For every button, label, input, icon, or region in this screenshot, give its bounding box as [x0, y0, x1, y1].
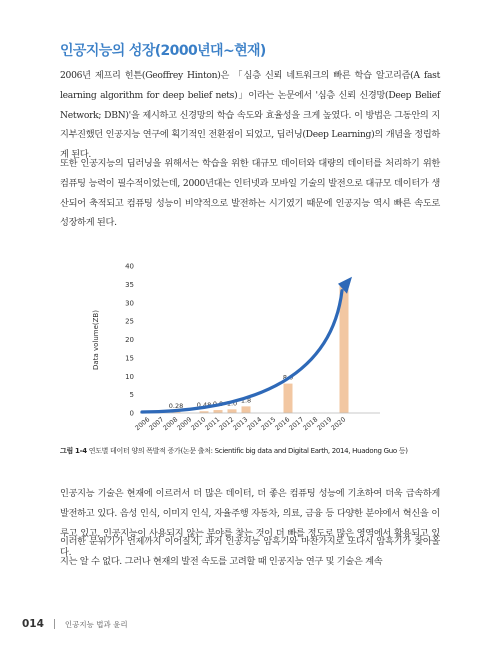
x-tick-label: 2016 — [273, 415, 292, 433]
figure-caption — [60, 446, 408, 456]
x-tick-label: 2018 — [301, 415, 320, 433]
x-tick-label: 2015 — [259, 415, 278, 433]
y-axis — [125, 263, 134, 418]
trend-arrow-line — [142, 291, 342, 412]
bar — [242, 406, 251, 413]
x-tick-label: 2009 — [175, 415, 194, 433]
x-tick-label: 2019 — [315, 415, 334, 433]
page-number: 014 — [22, 618, 44, 630]
data-label: 0.28 — [168, 401, 184, 410]
x-tick-label: 2012 — [217, 415, 236, 433]
data-volume-chart — [88, 250, 388, 440]
figure-caption-label: 그림 1-4 — [60, 447, 87, 455]
data-label: 0.8 — [212, 400, 224, 409]
paragraph-deep-belief-network: 2006년 제프리 힌튼(Geoffrey Hinton)은 「심층 신뢰 네트워크의 빠른 학습 알고리즘(A fast learning algorithm for deep belief nets)」이라는 논문에서 '심층 신뢰 신경망(Deep Belief Network; DBN)'을 제시하고 신경망의 학습 속도와 효율성을 크게 높였다. 이 방법은 그동안의 지지부진했던 인공지능 연구에 획기적인 전환점이 되었고, 딥러닝(Deep Learning)의 개념을 정립하게 된다. — [60, 70, 440, 161]
data-label: 1.8 — [240, 396, 252, 405]
y-tick-label: 20 — [125, 336, 134, 344]
paragraph-future-ai: 이러한 분위기가 언제까지 이어질지, 과거 인공지능 암흑기와 마찬가지로 또다시 암흑기가 찾아올지는 알 수 없다. 그러나 현재의 발전 속도를 고려할 때 인공지능 연구 및 기술은 계속 — [60, 536, 440, 567]
data-label: 8.0 — [282, 373, 294, 382]
bar — [214, 410, 223, 413]
data-label: 0.48 — [196, 401, 212, 410]
y-tick-label: 0 — [129, 409, 134, 418]
paragraph-big-data-computing: 또한 인공지능의 딥러닝을 위해서는 학습을 위한 대규모 데이터와 대량의 데이터를 처리하기 위한 컴퓨팅 능력이 필수적이었는데, 2000년대는 인터넷과 모바일 기술의 발전으로 대규모 데이터가 생산되어 축적되고 컴퓨팅 성능이 비약적으로 발전하는 시기였기 때문에 인공지능 역시 빠른 속도로 성장하게 된다. — [60, 158, 440, 229]
bar — [284, 384, 293, 413]
y-axis-label: Data volume(ZB) — [92, 310, 100, 370]
data-label: 1.0 — [226, 399, 238, 408]
x-tick-label: 2014 — [245, 415, 264, 433]
y-tick-label: 15 — [125, 354, 134, 363]
x-tick-label: 2006 — [133, 415, 152, 433]
y-tick-label: 30 — [125, 299, 134, 308]
x-tick-label: 2020 — [329, 415, 348, 433]
x-tick-label: 2013 — [231, 415, 250, 433]
figure-caption-text: 연도별 데이터 양의 폭발적 증가(논문 출처: Scientific big data and Digital Earth, 2014, Huadong Guo 등) — [88, 447, 408, 455]
x-tick-label: 2010 — [189, 415, 208, 433]
paragraph-current-ai: 인공지능 기술은 현재에 이르러서 더 많은 데이터, 더 좋은 컴퓨팅 성능에 기초하여 더욱 급속하게 발전하고 있다. 음성 인식, 이미지 인식, 자율주행 자동차, 의료, 금융 등 다양한 분야에서 혁신을 이루고 있고, 인공지능이 사용되지 않는 분야를 찾는 것이 더 빠를 정도로 많은 영역에서 활용되고 있다. — [60, 488, 440, 559]
page-footer — [22, 618, 128, 630]
y-tick-label: 5 — [129, 391, 134, 400]
section-heading: 인공지능의 성장(2000년대~현재) — [60, 43, 266, 59]
y-tick-label: 25 — [125, 317, 134, 326]
footer-divider — [54, 619, 55, 629]
book-title: 인공지능 법과 윤리 — [64, 619, 128, 629]
trend-arrow — [142, 277, 352, 412]
x-tick-label: 2017 — [287, 415, 306, 433]
x-axis — [133, 413, 380, 432]
y-tick-label: 40 — [125, 262, 134, 271]
x-tick-label: 2007 — [147, 415, 166, 433]
y-tick-label: 10 — [125, 372, 134, 381]
x-tick-label: 2008 — [161, 415, 180, 433]
bar — [228, 409, 237, 413]
x-tick-label: 2011 — [203, 415, 222, 433]
data-labels — [169, 374, 293, 410]
y-tick-label: 35 — [125, 280, 134, 289]
